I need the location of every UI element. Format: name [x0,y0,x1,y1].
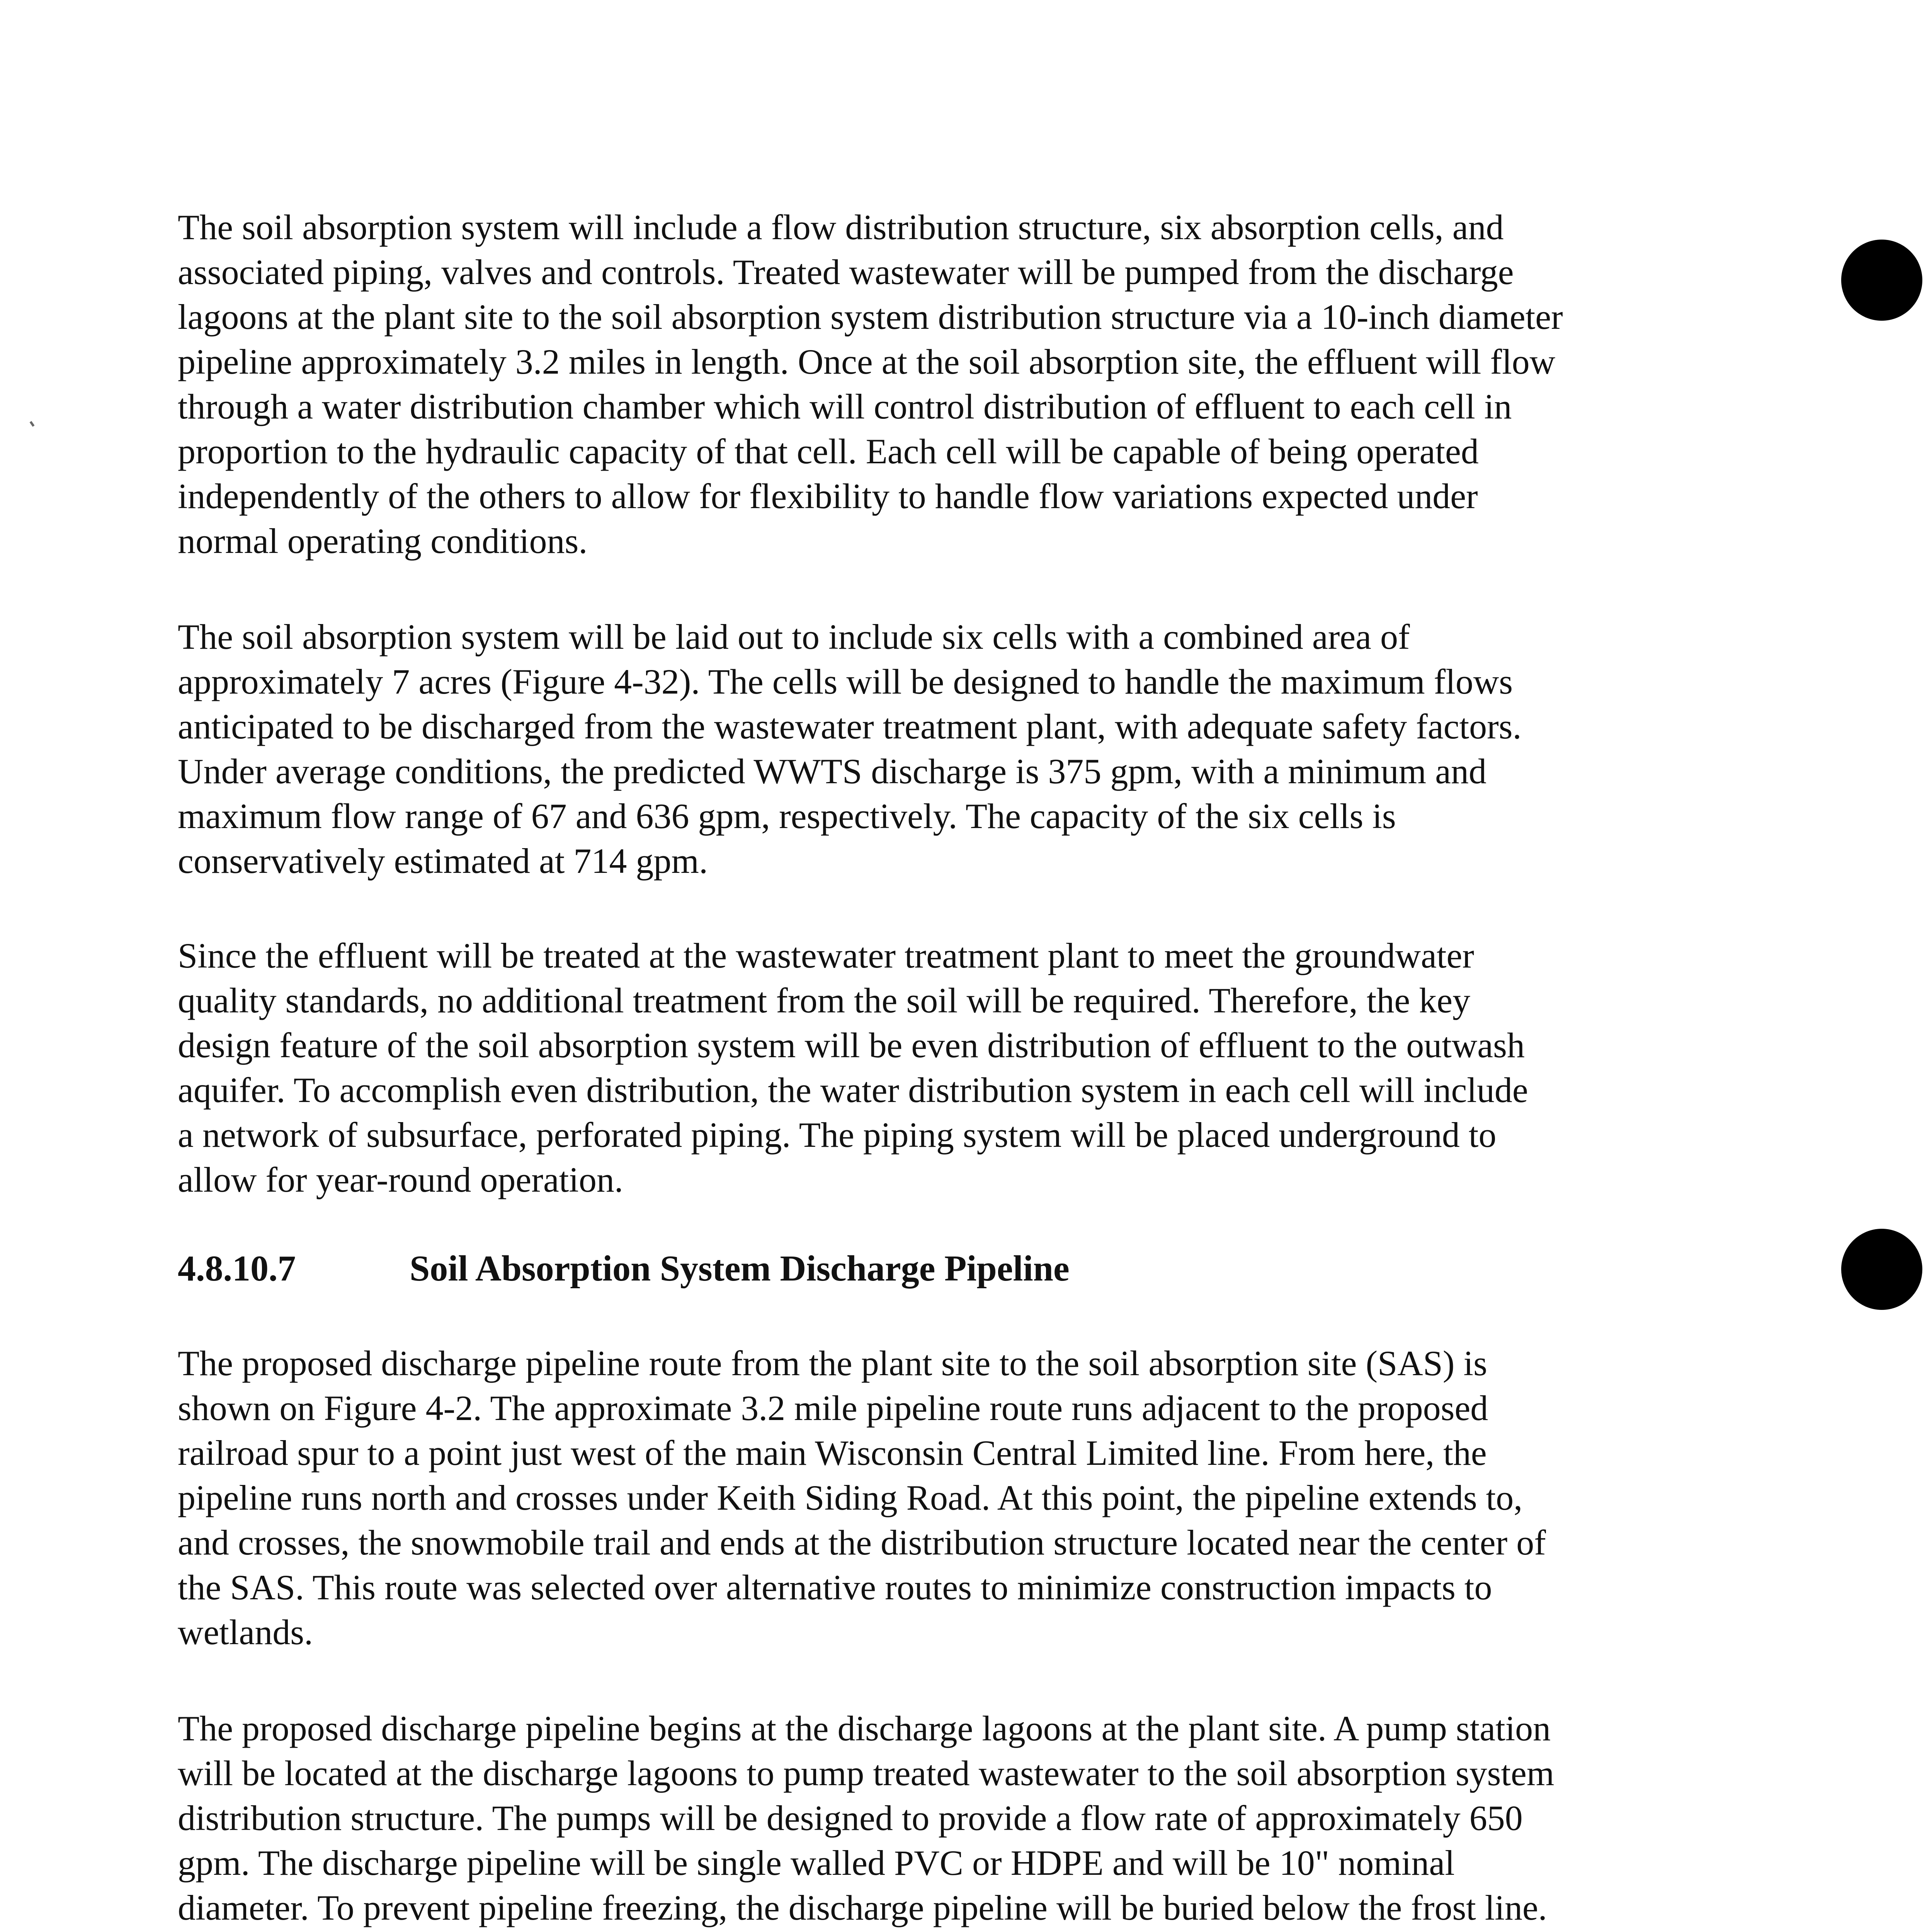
punch-hole [1841,240,1922,321]
paragraph-pipeline-design: The proposed discharge pipeline begins at the discharge lagoons at the plant site. A pump station will be located at the discharge lagoons to pump treated wastewater to the soil absorption system distribution structure. The pumps will be designed to provide a flow rate of approximately 650 gpm. The discharge pipeline will be single walled PVC or HDPE and will be 10" nominal diameter. To prevent pipeline freezing, the discharge pipeline will be buried below the frost line. [178,1709,1554,1927]
section-heading-discharge-pipeline [178,1246,1739,1291]
scan-mark [30,421,35,427]
section-number: 4.8.10.7 [178,1248,296,1289]
punch-hole [1841,1229,1922,1310]
section-title: Soil Absorption System Discharge Pipeline [410,1248,1070,1289]
paragraph-soil-absorption-layout: The soil absorption system will be laid out to include six cells with a combined area of approximately 7 acres (Figure 4-32). The cells will be designed to handle the maximum flows anticipated to be discharged from the wastewater treatment plant, with adequate safety factors. Under average conditions, the predicted WWTS discharge is 375 gpm, with a minimum and maximum flow range of 67 and 636 gpm, respectively. The capacity of the six cells is conservatively estimated at 714 gpm. [178,617,1522,881]
paragraph-pipeline-route: The proposed discharge pipeline route from the plant site to the soil absorption site (SAS) is shown on Figure 4-2. The approximate 3.2 mile pipeline route runs adjacent to the proposed railroad spur to a point just west of the main Wisconsin Central Limited line. From here, the pipeline runs north and crosses under Keith Siding Road. At this point, the pipeline extends to, and crosses, the snowmobile trail and ends at the distribution structure located near the center of the SAS. This route was selected over alternative routes to minimize construction impacts to wetlands. [178,1344,1546,1652]
paragraph-soil-absorption-components: The soil absorption system will include a flow distribution structure, six absorption cells, and associated piping, valves and controls. Treated wastewater will be pumped from the discharge lagoons at the plant site to the soil absorption system distribution structure via a 10-inch diameter pipeline approximately 3.2 miles in length. Once at the soil absorption site, the effluent will flow through a water distribution chamber which will control distribution of effluent to each cell in proportion to the hydraulic capacity of that cell. Each cell will be capable of being operated independently of the others to allow for flexibility to handle flow variations expected under normal operating conditions. [178,207,1563,561]
paragraph-even-distribution: Since the effluent will be treated at the wastewater treatment plant to meet the groundwater quality standards, no additional treatment from the soil will be required. Therefore, the key design feature of the soil absorption system will be even distribution of effluent to the outwash aquifer. To accomplish even distribution, the water distribution system in each cell will include a network of subsurface, perforated piping. The piping system will be placed underground to allow for year-round operation. [178,936,1528,1199]
